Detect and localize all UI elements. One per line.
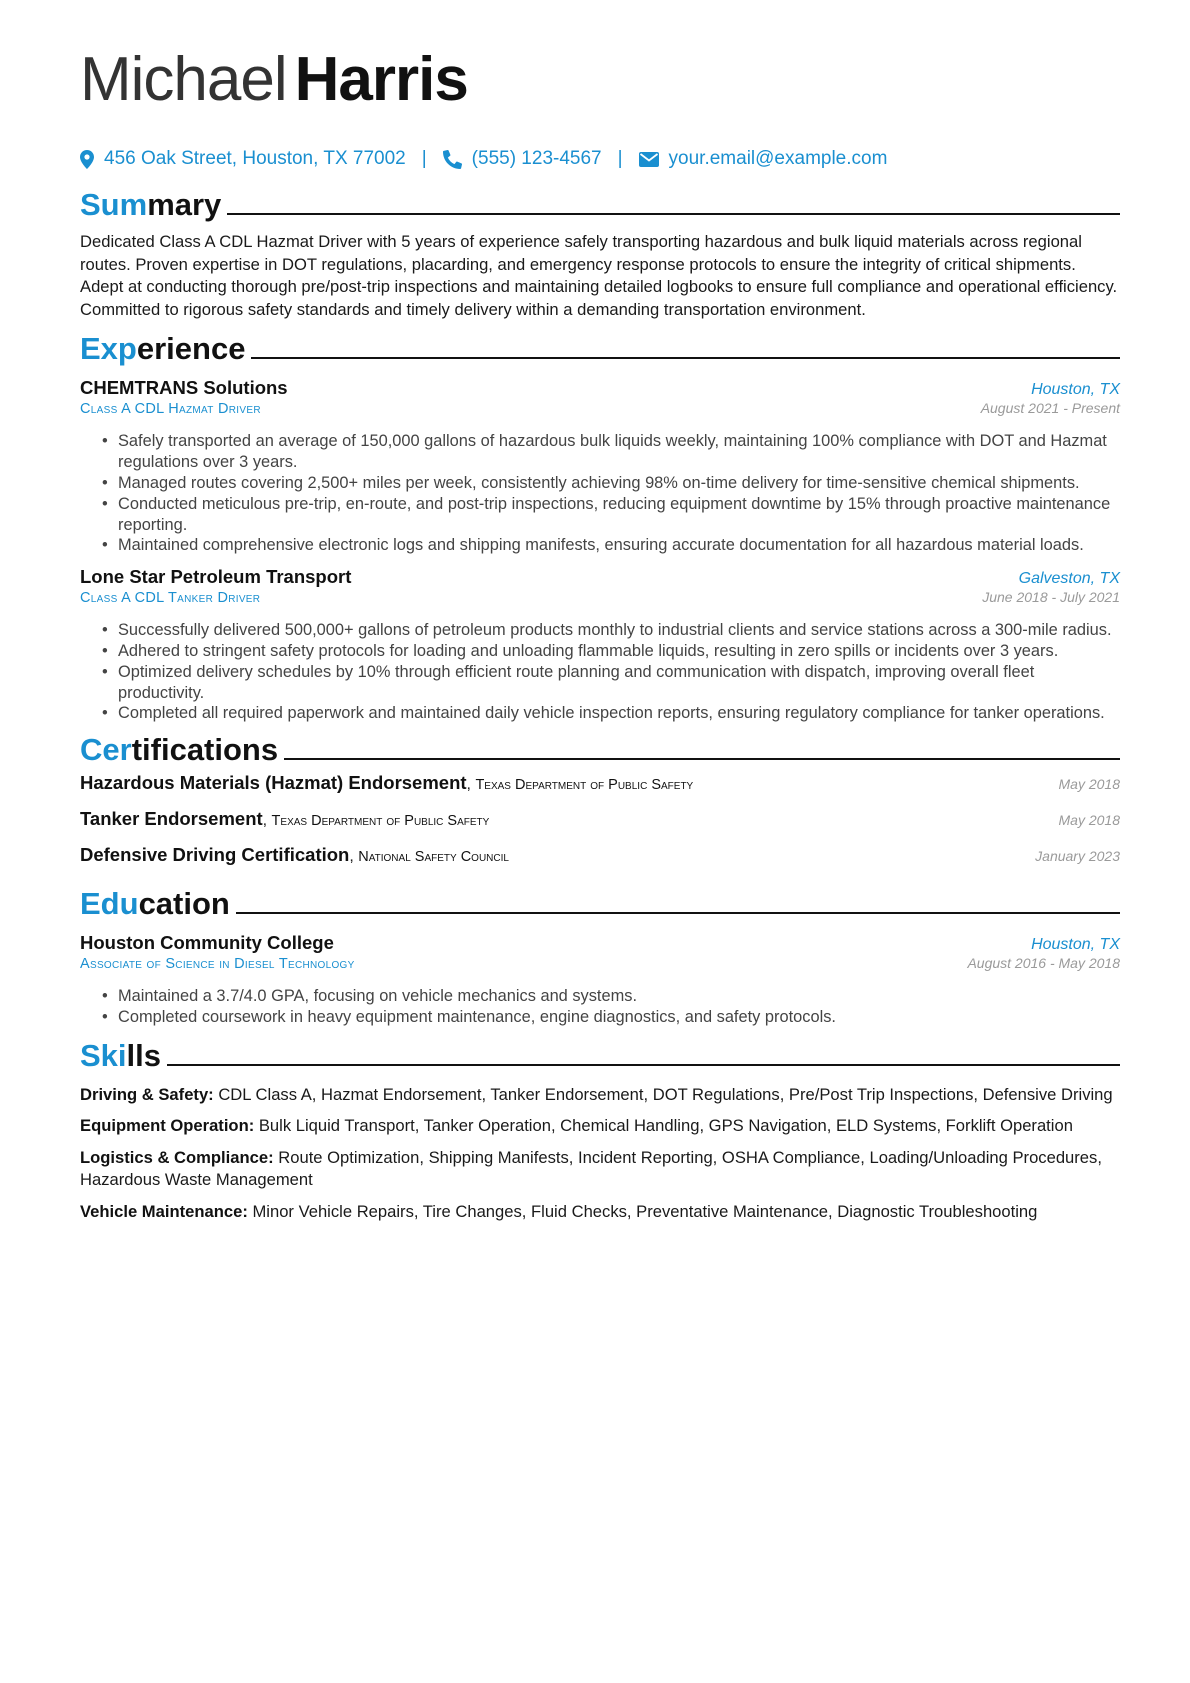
skill-category: Driving & Safety: — [80, 1084, 214, 1104]
list-item: • Managed routes covering 2,500+ miles per week, consistently achieving 98% on-time delivery for time-sensitive chemical shipments. — [80, 473, 1120, 494]
summary-text: Dedicated Class A CDL Hazmat Driver with 5 years of experience safely transporting hazardous and bulk liquid materials across regional routes. Proven expertise in DOT regulations, placarding, and emergency response protocols to ensure the integrity of critical shipments. Adept at conducting thorough pre/post-trip inspections and maintaining detailed logbooks to ensure full compliance and operational efficiency. Committed to rigorous safety standards and timely delivery within a demanding transportation environment. — [80, 232, 1118, 319]
list-item: • Completed coursework in heavy equipment maintenance, engine diagnostics, and safety protocols. — [80, 1007, 1120, 1028]
company-name: Lone Star Petroleum Transport — [80, 566, 352, 588]
list-item: • Completed all required paperwork and maintained daily vehicle inspection reports, ensuring regulatory compliance for tanker operations. — [80, 703, 1120, 724]
candidate-name — [80, 40, 1120, 120]
list-item: • Conducted meticulous pre-trip, en-route, and post-trip inspections, reducing equipment downtime by 15% through proactive maintenance reporting. — [80, 494, 1120, 536]
heading-accent: Edu — [80, 886, 139, 922]
contact-phone[interactable] — [443, 148, 602, 170]
school-name: Houston Community College — [80, 932, 334, 954]
entry-subheader — [80, 589, 1120, 606]
summary-heading — [80, 183, 1120, 223]
entry-header — [80, 566, 1120, 588]
skill-items: Route Optimization, Shipping Manifests, Incident Reporting, OSHA Compliance, Loading/Unloading Procedures, Hazardous Waste Management — [80, 1147, 1102, 1190]
certification-item — [80, 844, 1120, 880]
entry-subheader — [80, 955, 1120, 972]
heading-rest: cation — [138, 886, 230, 922]
entry-header — [80, 932, 1120, 954]
list-item: • Maintained comprehensive electronic logs and shipping manifests, ensuring accurate documentation for all hazardous material loads. — [80, 535, 1120, 556]
certifications-heading — [80, 728, 1120, 768]
list-item: • Safely transported an average of 150,000 gallons of hazardous bulk liquids weekly, maintaining 100% compliance with DOT and Hazmat regulations over 3 years. — [80, 431, 1120, 473]
list-item: • Successfully delivered 500,000+ gallons of petroleum products monthly to industrial clients and service stations across a 300-mile radius. — [80, 620, 1120, 641]
certification-issuer: Texas Department of Public Safety — [271, 813, 490, 830]
job-title: Class A CDL Tanker Driver — [80, 590, 261, 607]
school-location: Houston, TX — [1031, 936, 1120, 954]
contact-separator: | — [617, 148, 623, 169]
certification-title: Hazardous Materials (Hazmat) Endorsement, Texas Department of Public Safety — [80, 772, 694, 794]
education-heading — [80, 882, 1120, 922]
heading-accent: Cer — [80, 732, 132, 768]
skill-category: Equipment Operation: — [80, 1116, 255, 1136]
experience-entry — [80, 377, 1120, 556]
skill-category: Logistics & Compliance: — [80, 1147, 274, 1167]
heading-rule — [251, 357, 1120, 359]
entry-subheader — [80, 400, 1120, 417]
heading-rest: tifications — [131, 732, 279, 768]
first-name: Michael — [80, 45, 287, 114]
address-text: 456 Oak Street, Houston, TX 77002 — [104, 148, 406, 169]
skill-row — [80, 1115, 1120, 1138]
envelope-icon — [639, 152, 659, 167]
heading-accent: Sum — [80, 187, 148, 222]
contact-line — [80, 146, 1120, 172]
contact-separator: | — [421, 148, 427, 169]
email-link: your.email@example.com — [668, 148, 888, 169]
certification-name: Hazardous Materials (Hazmat) Endorsement — [80, 772, 467, 794]
contact-address — [80, 148, 406, 170]
skill-row — [80, 1147, 1120, 1192]
job-location: Houston, TX — [1031, 381, 1120, 399]
heading-rest: lls — [126, 1037, 161, 1073]
company-name: CHEMTRANS Solutions — [80, 377, 288, 399]
skill-items: Minor Vehicle Repairs, Tire Changes, Fluid Checks, Preventative Maintenance, Diagnostic Troubleshooting — [252, 1201, 1038, 1221]
heading-rule — [227, 213, 1120, 215]
experience-entry — [80, 566, 1120, 724]
heading-accent: Exp — [80, 331, 137, 367]
phone-text: (555) 123-4567 — [471, 148, 602, 169]
job-title: Class A CDL Hazmat Driver — [80, 401, 261, 418]
certification-date: May 2018 — [1058, 812, 1120, 829]
education-dates: August 2016 - May 2018 — [967, 955, 1120, 972]
heading-rule — [236, 912, 1120, 914]
list-item: • Maintained a 3.7/4.0 GPA, focusing on vehicle mechanics and systems. — [80, 986, 1120, 1007]
heading-rest: mary — [147, 187, 222, 222]
phone-icon — [443, 150, 462, 169]
education-bullets — [80, 986, 1120, 1028]
certification-title: Defensive Driving Certification, National Safety Council — [80, 844, 509, 866]
certification-date: May 2018 — [1058, 776, 1120, 793]
degree-title: Associate of Science in Diesel Technology — [80, 956, 355, 973]
certification-title: Tanker Endorsement, Texas Department of Public Safety — [80, 808, 490, 830]
job-dates: June 2018 - July 2021 — [982, 589, 1120, 606]
certification-name: Defensive Driving Certification — [80, 844, 350, 866]
experience-heading — [80, 327, 1120, 367]
skill-row — [80, 1084, 1120, 1107]
contact-email[interactable] — [639, 148, 888, 170]
skills-list — [80, 1084, 1120, 1224]
job-location: Galveston, TX — [1018, 570, 1120, 588]
resume-content — [80, 40, 1120, 1232]
skill-row — [80, 1201, 1120, 1224]
heading-rule — [167, 1064, 1120, 1066]
certifications-list — [80, 772, 1120, 880]
certification-item — [80, 772, 1120, 808]
entry-header — [80, 377, 1120, 399]
heading-rest: erience — [136, 331, 246, 367]
skill-category: Vehicle Maintenance: — [80, 1201, 248, 1221]
last-name: Harris — [294, 45, 468, 114]
skill-items: CDL Class A, Hazmat Endorsement, Tanker Endorsement, DOT Regulations, Pre/Post Trip Inspections, Defensive Driving — [218, 1084, 1113, 1104]
list-item: • Adhered to stringent safety protocols for loading and unloading flammable liquids, resulting in zero spills or incidents over 3 years. — [80, 641, 1120, 662]
heading-accent: Ski — [80, 1037, 127, 1073]
certification-date: January 2023 — [1035, 848, 1120, 865]
education-entry — [80, 932, 1120, 1028]
map-marker-icon — [80, 150, 94, 169]
certification-issuer: Texas Department of Public Safety — [475, 777, 694, 794]
job-bullets — [80, 620, 1120, 724]
list-item: • Optimized delivery schedules by 10% through efficient route planning and communication with dispatch, improving overall fleet productivity. — [80, 662, 1120, 704]
skills-heading — [80, 1034, 1120, 1074]
skill-items: Bulk Liquid Transport, Tanker Operation, Chemical Handling, GPS Navigation, ELD Systems, Forklift Operation — [258, 1116, 1073, 1136]
certification-issuer: National Safety Council — [358, 849, 509, 866]
job-dates: August 2021 - Present — [980, 400, 1120, 417]
certification-item — [80, 808, 1120, 844]
certification-name: Tanker Endorsement — [80, 808, 263, 830]
job-bullets — [80, 431, 1120, 556]
heading-rule — [284, 758, 1120, 760]
